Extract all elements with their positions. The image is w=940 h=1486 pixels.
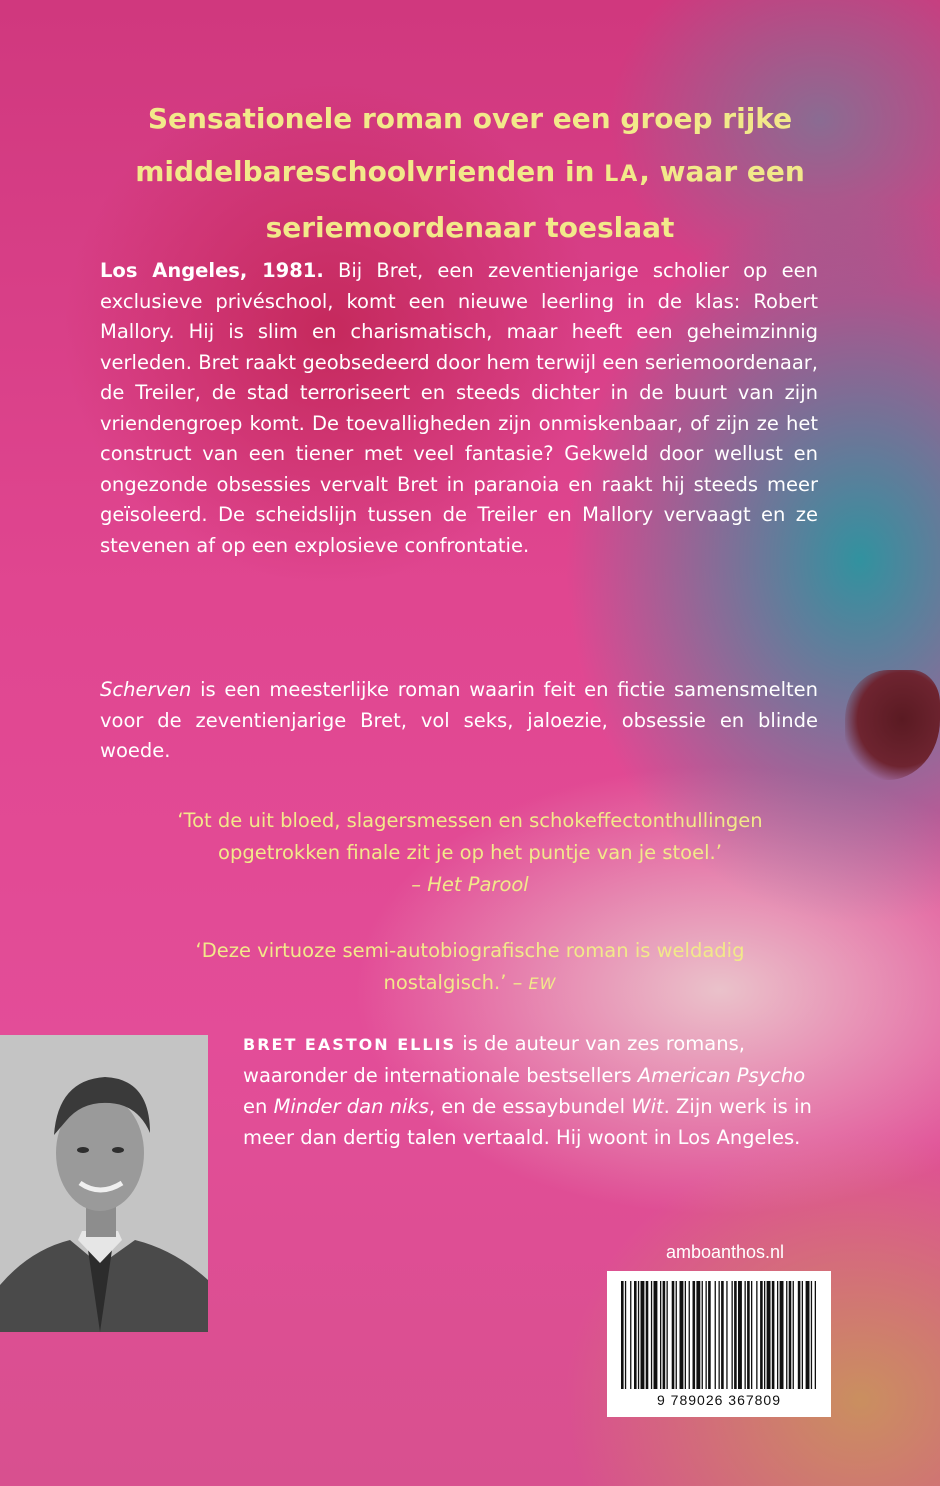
quote-1-line-2: opgetrokken finale zit je op het puntje van je stoel.’	[218, 841, 722, 864]
barcode-bar	[696, 1281, 700, 1389]
barcode-bar	[772, 1281, 775, 1389]
barcode-bar	[760, 1281, 763, 1389]
barcode-bar	[798, 1281, 801, 1389]
publisher-website: amboanthos.nl	[665, 1242, 785, 1262]
barcode-bar	[719, 1281, 720, 1389]
barcode-bar	[641, 1281, 645, 1389]
headline	[60, 92, 880, 254]
barcode-bar	[646, 1281, 649, 1389]
barcode-bar	[634, 1281, 637, 1389]
barcode-bar	[806, 1281, 810, 1389]
quote-2-line-1: ‘Deze virtuoze semi-autobiografische roman is weldadig	[195, 939, 745, 962]
summary-text: is een meesterlijke roman waarin feit en fictie samensmelten voor de zeventienjarige Bret, vol seks, jaloezie, obsessie en blinde woede.	[100, 678, 818, 762]
bio-book-3: Wit	[631, 1095, 664, 1118]
barcode-bar	[751, 1281, 752, 1389]
barcode-bar	[630, 1281, 631, 1389]
review-quote-2	[80, 935, 860, 1000]
review-quote-1	[80, 805, 860, 901]
barcode-bar	[764, 1281, 765, 1389]
headline-line-2	[60, 145, 880, 201]
headline-line-2-start: middelbareschoolvrienden in	[135, 155, 605, 188]
barcode-bar	[680, 1281, 684, 1389]
barcode-bar	[676, 1281, 677, 1389]
barcode-bar	[693, 1281, 696, 1389]
bio-text-4: . Zijn werk is in meer dan dertig talen vertaald. Hij woont in Los Angeles.	[243, 1095, 812, 1149]
barcode-bar	[708, 1281, 711, 1389]
bio-text-3: , en de essaybundel	[428, 1095, 632, 1118]
barcode-bar	[651, 1281, 652, 1389]
barcode-bar	[789, 1281, 792, 1389]
barcode-bar	[706, 1281, 707, 1389]
barcode-bar	[732, 1281, 733, 1389]
barcode-bar	[702, 1281, 703, 1389]
barcode-bar	[715, 1281, 716, 1389]
author-photo	[0, 1035, 208, 1332]
barcode-bar	[689, 1281, 690, 1389]
bio-book-1: American Psycho	[637, 1064, 806, 1087]
quote-1-source: – Het Parool	[411, 873, 529, 896]
barcode-bar	[793, 1281, 794, 1389]
barcode-bar	[621, 1281, 624, 1389]
summary-paragraph	[100, 675, 818, 767]
barcode-bar	[726, 1281, 727, 1389]
bio-text-2: en	[243, 1095, 274, 1118]
barcode-bar	[638, 1281, 639, 1389]
barcode-bar	[815, 1281, 816, 1389]
barcode-bar	[654, 1281, 658, 1389]
bio-text-1: is de auteur van zes romans, waaronder de internationale bestsellers	[243, 1032, 745, 1087]
barcode-bar	[667, 1281, 668, 1389]
author-portrait-image	[0, 1035, 208, 1332]
synopsis-text: Bij Bret, een zeventienjarige scholier op een exclusieve privéschool, komt een nieuwe leerling in de klas: Robert Mallory. Hij is slim en charismatisch, maar heeft een geheimzinnig verleden. Bret raakt geobsedeerd door hem terwijl een seriemoordenaar, de Treiler, de stad terroriseert en steeds dichter in de buurt van zijn vriendengroep komt. De toevalligheden zijn onmiskenbaar, of zijn ze het construct van een tiener met veel fantasie? Gekweld door wellust en ongezonde obsessies vervalt Bret in paranoia en raakt hij steeds meer geïsoleerd. De scheidslijn tussen de Treiler en Mallory vervaagt en ze stevenen af op een explosieve confrontatie.	[100, 259, 818, 557]
barcode-bar	[721, 1281, 724, 1389]
headline-line-3: seriemoordenaar toeslaat	[265, 211, 675, 244]
barcode-bar	[672, 1281, 675, 1389]
quote-2-line-2-text: nostalgisch.’ –	[383, 971, 529, 994]
bio-book-2: Minder dan niks	[273, 1095, 429, 1118]
blood-stain-decoration	[845, 670, 940, 780]
quote-2-source: EW	[528, 974, 557, 993]
quote-1-line-1: ‘Tot de uit bloed, slagersmessen en schokeffectonthullingen	[177, 809, 763, 832]
barcode-bar	[756, 1281, 757, 1389]
synopsis-lead: Los Angeles, 1981.	[100, 259, 324, 282]
barcode-bar	[747, 1281, 750, 1389]
barcode-bar	[625, 1281, 626, 1389]
isbn-barcode	[607, 1271, 831, 1417]
barcode-bar	[745, 1281, 746, 1389]
book-title: Scherven	[100, 678, 192, 701]
headline-la: LA	[604, 162, 640, 187]
barcode-bar	[685, 1281, 686, 1389]
barcode-bar	[738, 1281, 742, 1389]
barcode-bar	[811, 1281, 812, 1389]
author-bio	[243, 1028, 819, 1153]
barcode-bar	[734, 1281, 737, 1389]
synopsis-paragraph	[100, 256, 818, 561]
barcode-bar	[663, 1281, 666, 1389]
isbn-digits: 9 789026 367809	[657, 1392, 781, 1408]
barcode-bar	[802, 1281, 803, 1389]
barcode-bar	[660, 1281, 661, 1389]
quote-2-line-2	[80, 967, 860, 1000]
barcode-bar	[780, 1281, 784, 1389]
barcode-bar	[786, 1281, 787, 1389]
headline-line-2-end: , waar een	[639, 155, 805, 188]
author-name: BRET EASTON ELLIS	[243, 1035, 457, 1054]
headline-line-1: Sensationele roman over een groep rijke	[147, 102, 793, 135]
barcode-bar	[777, 1281, 778, 1389]
barcode-bar	[767, 1281, 771, 1389]
